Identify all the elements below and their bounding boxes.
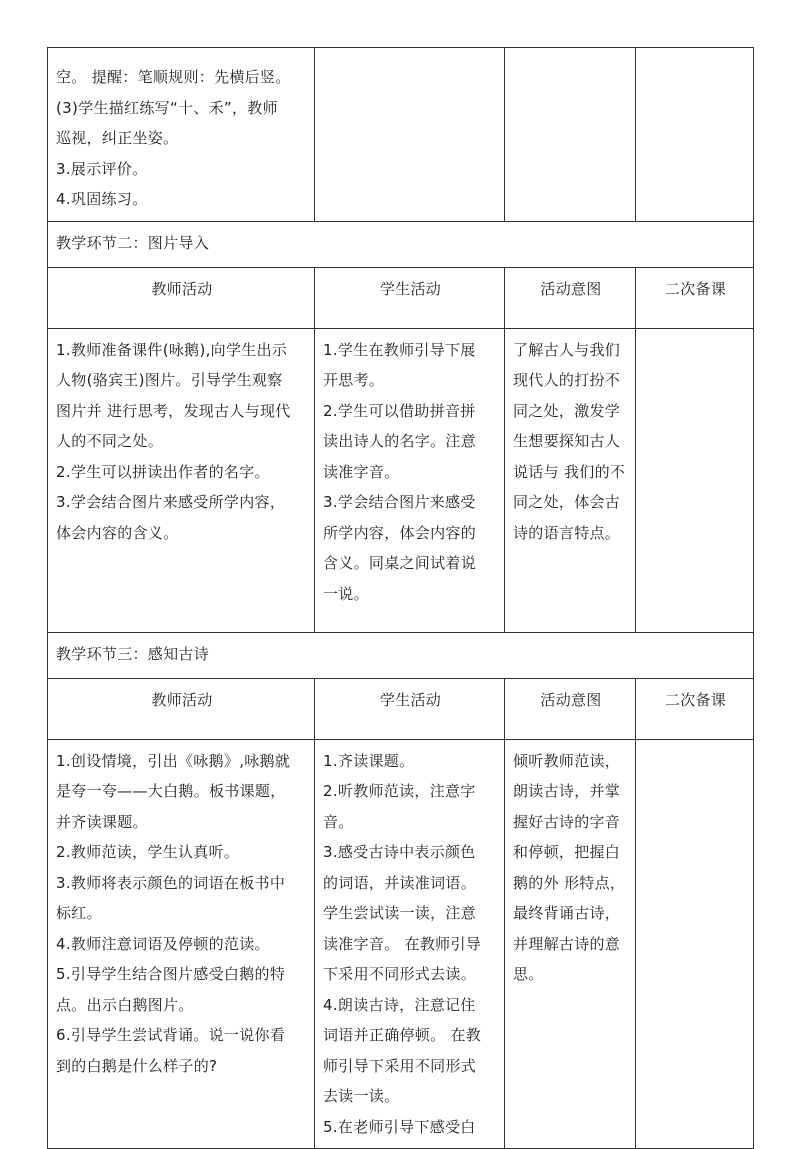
text-line: 师引导下采用不同形式 <box>323 1056 477 1075</box>
text-line: 所学内容，体会内容的 <box>323 523 477 542</box>
text-line: 空。 提醒：笔顺规则：先横后竖。 <box>56 68 291 86</box>
text-line: 1.教师准备课件(咏鹅),向学生出示 <box>56 340 288 359</box>
top-content-row <box>48 48 754 222</box>
text-line: 点。出示白鹅图片。 <box>56 995 194 1014</box>
text-line: 图片并 进行思考，发现古人与现代 <box>56 401 291 420</box>
teacher-activity-cell <box>48 739 315 1149</box>
text-line: 朗读古诗，并掌 <box>513 782 621 800</box>
activity-intent-cell <box>505 48 636 222</box>
text-line: 巡视，纠正坐姿。 <box>56 129 179 147</box>
text-line: 并齐读课题。 <box>56 812 148 831</box>
text-line: 4.巩固练习。 <box>56 190 148 208</box>
text-line: 思。 <box>513 965 544 983</box>
header-activity-intent: 活动意图 <box>505 267 636 328</box>
text-line: 标红。 <box>56 904 102 922</box>
text-line: 体会内容的含义。 <box>56 523 179 542</box>
text-line: 学生尝试读一读，注意 <box>323 904 477 922</box>
text-line: 3.教师将表示颜色的词语在板书中 <box>56 873 286 892</box>
header-teacher-activity: 教师活动 <box>48 267 315 328</box>
text-line: 生想要探知古人 <box>513 432 621 450</box>
text-line: 最终背诵古诗， <box>513 904 621 922</box>
text-line: 的词语，并读准词语。 <box>323 873 477 892</box>
text-line: 3.学会结合图片来感受 <box>323 493 476 511</box>
text-line: 诗的语言特点。 <box>513 523 621 542</box>
activity-intent-cell <box>505 328 636 632</box>
second-prep-cell <box>636 739 754 1149</box>
content-row <box>48 739 754 1149</box>
text-line: 去读一读。 <box>323 1087 400 1105</box>
text-line: 3.学会结合图片来感受所学内容， <box>56 493 286 511</box>
text-line: 倾听教师范读， <box>513 751 621 770</box>
text-line: 和停顿，把握白 <box>513 843 621 861</box>
section-title-row <box>48 632 754 678</box>
text-line: 词语并正确停顿。 在教 <box>323 1026 482 1044</box>
text-line: 同之处，体会古 <box>513 493 621 511</box>
second-prep-cell <box>636 328 754 632</box>
text-line: 1.学生在教师引导下展 <box>323 340 476 359</box>
text-line: 现代人的打扮不 <box>513 371 621 389</box>
text-line: 2.听教师范读，注意字 <box>323 782 476 800</box>
text-line: 了解古人与我们 <box>513 340 621 359</box>
text-line: 6.引导学生尝试背诵。说一说你看 <box>56 1026 286 1044</box>
text-line: 2.教师范读，学生认真听。 <box>56 843 240 861</box>
text-line: 含义。同桌之间试着说 <box>323 554 477 572</box>
text-line: 读准字音。 在教师引导 <box>323 934 482 953</box>
text-line: 读准字音。 <box>323 462 400 481</box>
second-prep-cell <box>636 48 754 222</box>
text-line: 到的白鹅是什么样子的? <box>56 1056 218 1075</box>
text-line: 5.在老师引导下感受白 <box>323 1117 476 1136</box>
text-line: 音。 <box>323 812 354 831</box>
text-line: 开思考。 <box>323 371 385 389</box>
text-line: 3.感受古诗中表示颜色 <box>323 843 476 861</box>
text-line: 读出诗人的名字。注意 <box>323 432 477 450</box>
text-line: 4.教师注意词语及停顿的范读。 <box>56 934 270 953</box>
section-title-row <box>48 221 754 267</box>
text-line: 鹅的外 形特点， <box>513 873 626 892</box>
header-row <box>48 678 754 739</box>
text-line: 5.引导学生结合图片感受白鹅的特 <box>56 965 286 983</box>
student-activity-cell <box>315 328 505 632</box>
activity-intent-cell <box>505 739 636 1149</box>
text-line: 2.学生可以借助拼音拼 <box>323 401 476 420</box>
text-line: 同之处，激发学 <box>513 401 621 420</box>
text-line: 一说。 <box>323 584 369 603</box>
text-line: 握好古诗的字音 <box>513 812 621 831</box>
header-second-prep: 二次备课 <box>636 267 754 328</box>
header-teacher-activity: 教师活动 <box>48 678 315 739</box>
header-student-activity: 学生活动 <box>315 267 505 328</box>
text-line: 是夸一夸——大白鹅。板书课题， <box>56 782 286 800</box>
text-line: 1.创设情境，引出《咏鹅》,咏鹅就 <box>56 751 291 770</box>
student-activity-cell <box>315 48 505 222</box>
text-line: 说话与 我们的不 <box>513 462 626 481</box>
section-title: 教学环节二：图片导入 <box>48 221 754 267</box>
lesson-plan-table <box>47 47 754 1149</box>
text-line: 并理解古诗的意 <box>513 934 621 953</box>
teacher-activity-cell <box>48 328 315 632</box>
text-line: 下采用不同形式去读。 <box>323 965 477 983</box>
text-line: 4.朗读古诗，注意记住 <box>323 995 476 1014</box>
text-line: 3.展示评价。 <box>56 159 148 178</box>
content-row <box>48 328 754 632</box>
text-line: (3)学生描红练写“十、禾”，教师 <box>56 98 278 117</box>
header-activity-intent: 活动意图 <box>505 678 636 739</box>
teacher-activity-cell <box>48 48 315 222</box>
text-line: 2.学生可以拼读出作者的名字。 <box>56 462 270 481</box>
section-title: 教学环节三：感知古诗 <box>48 632 754 678</box>
header-second-prep: 二次备课 <box>636 678 754 739</box>
header-row <box>48 267 754 328</box>
text-line: 人物(骆宾王)图片。引导学生观察 <box>56 371 283 389</box>
student-activity-cell <box>315 739 505 1149</box>
text-line: 1.齐读课题。 <box>323 751 415 770</box>
header-student-activity: 学生活动 <box>315 678 505 739</box>
text-line: 人的不同之处。 <box>56 432 164 450</box>
